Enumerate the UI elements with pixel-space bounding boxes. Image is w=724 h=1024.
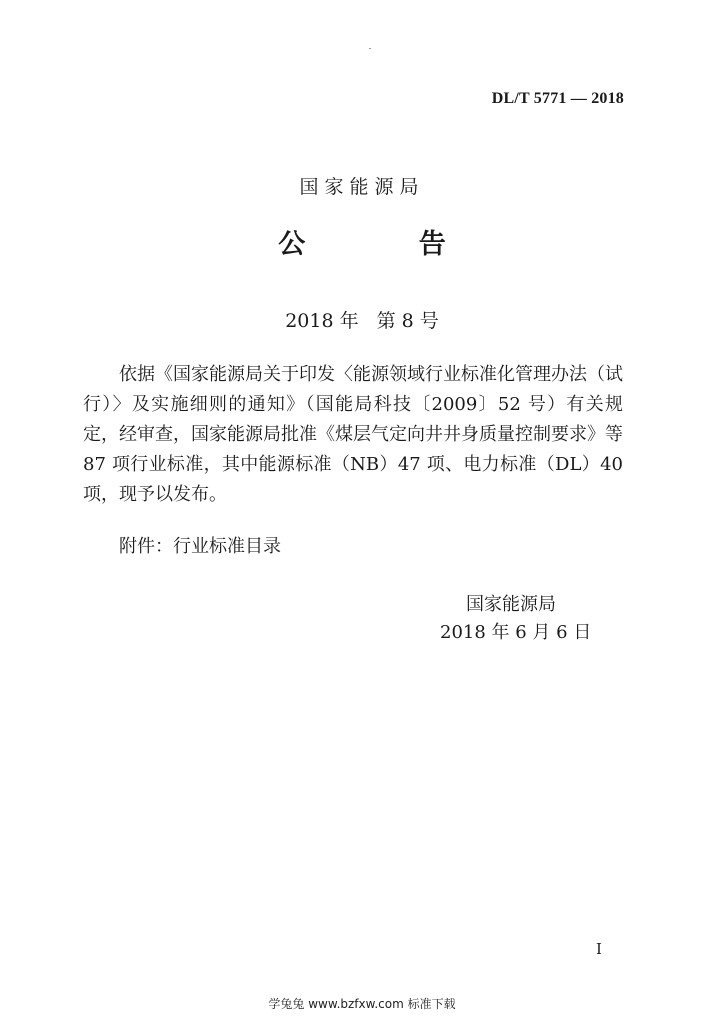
footer-watermark: 学兔兔 www.bzfxw.com 标准下载 <box>268 997 456 1011</box>
signature-date: 2018 年 6 月 6 日 <box>440 622 592 643</box>
scan-speck <box>369 48 371 49</box>
issue-number: 第 8 号 <box>376 310 439 332</box>
issue-line <box>0 306 724 333</box>
page-number: I <box>596 940 602 958</box>
announcement-title: 公 告 <box>278 229 498 260</box>
attachment-note: 附件：行业标准目录 <box>119 536 281 557</box>
issue-year: 2018 年 <box>285 310 359 332</box>
standard-number: DL/T 5771 — 2018 <box>491 90 624 107</box>
signature-org: 国家能源局 <box>466 594 556 615</box>
announcement-body <box>83 360 623 510</box>
body-paragraph: 依据《国家能源局关于印发〈能源领域行业标准化管理办法（试行）〉及实施细则的通知》（国能局科技〔2009〕52 号）有关规定，经审查，国家能源局批准《煤层气定向井井身质量控制要求》等 87 项行业标准，其中能源标准（NB）47 项、电力标准（DL）40 项，现予以发布。 <box>83 364 623 505</box>
issuer-heading: 国家能源局 <box>299 176 425 198</box>
